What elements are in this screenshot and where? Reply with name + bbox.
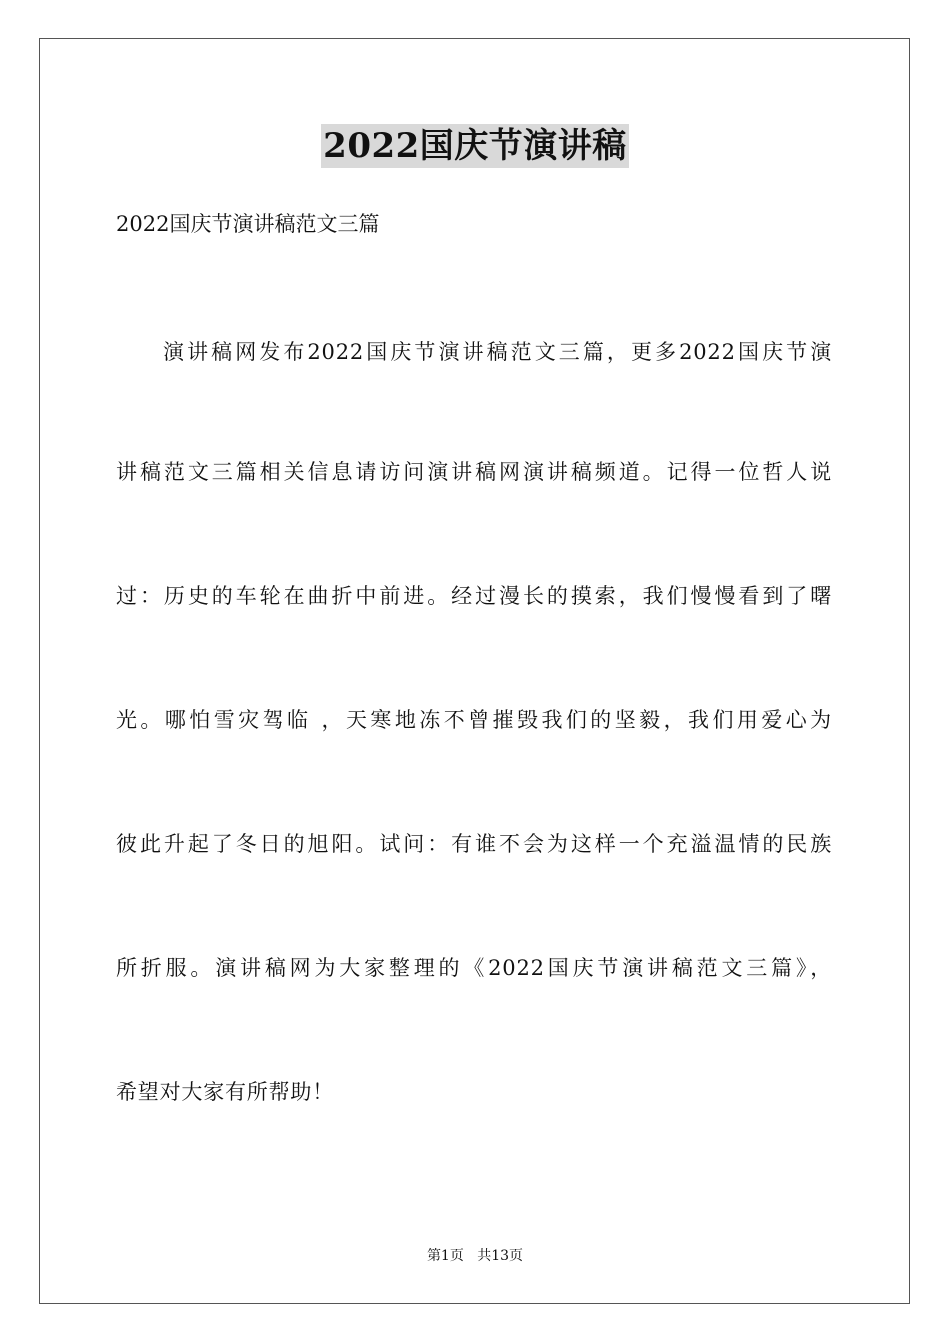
title-container <box>0 124 950 168</box>
page-footer <box>0 1246 950 1266</box>
paragraph-line-6: 所折服。演讲稿网为大家整理的《2022国庆节演讲稿范文三篇》， <box>116 956 832 980</box>
paragraph-line-3: 过：历史的车轮在曲折中前进。经过漫长的摸索，我们慢慢看到了曙 <box>116 584 832 608</box>
paragraph-line-1: 演讲稿网发布2022国庆节演讲稿范文三篇，更多2022国庆节演 <box>163 340 832 364</box>
page-total: 共13页 <box>477 1248 524 1264</box>
paragraph-line-7: 希望对大家有所帮助！ <box>116 1080 334 1104</box>
paragraph-line-5: 彼此升起了冬日的旭阳。试问：有谁不会为这样一个充溢温情的民族 <box>116 832 832 856</box>
document-title: 2022国庆节演讲稿 <box>323 126 627 166</box>
page-number: 第1页 <box>426 1248 464 1264</box>
document-subtitle: 2022国庆节演讲稿范文三篇 <box>116 212 380 236</box>
paragraph-line-2: 讲稿范文三篇相关信息请访问演讲稿网演讲稿频道。记得一位哲人说 <box>116 460 832 484</box>
paragraph-line-4: 光。哪怕雪灾驾临 ，天寒地冻不曾摧毁我们的坚毅，我们用爱心为 <box>116 708 832 732</box>
